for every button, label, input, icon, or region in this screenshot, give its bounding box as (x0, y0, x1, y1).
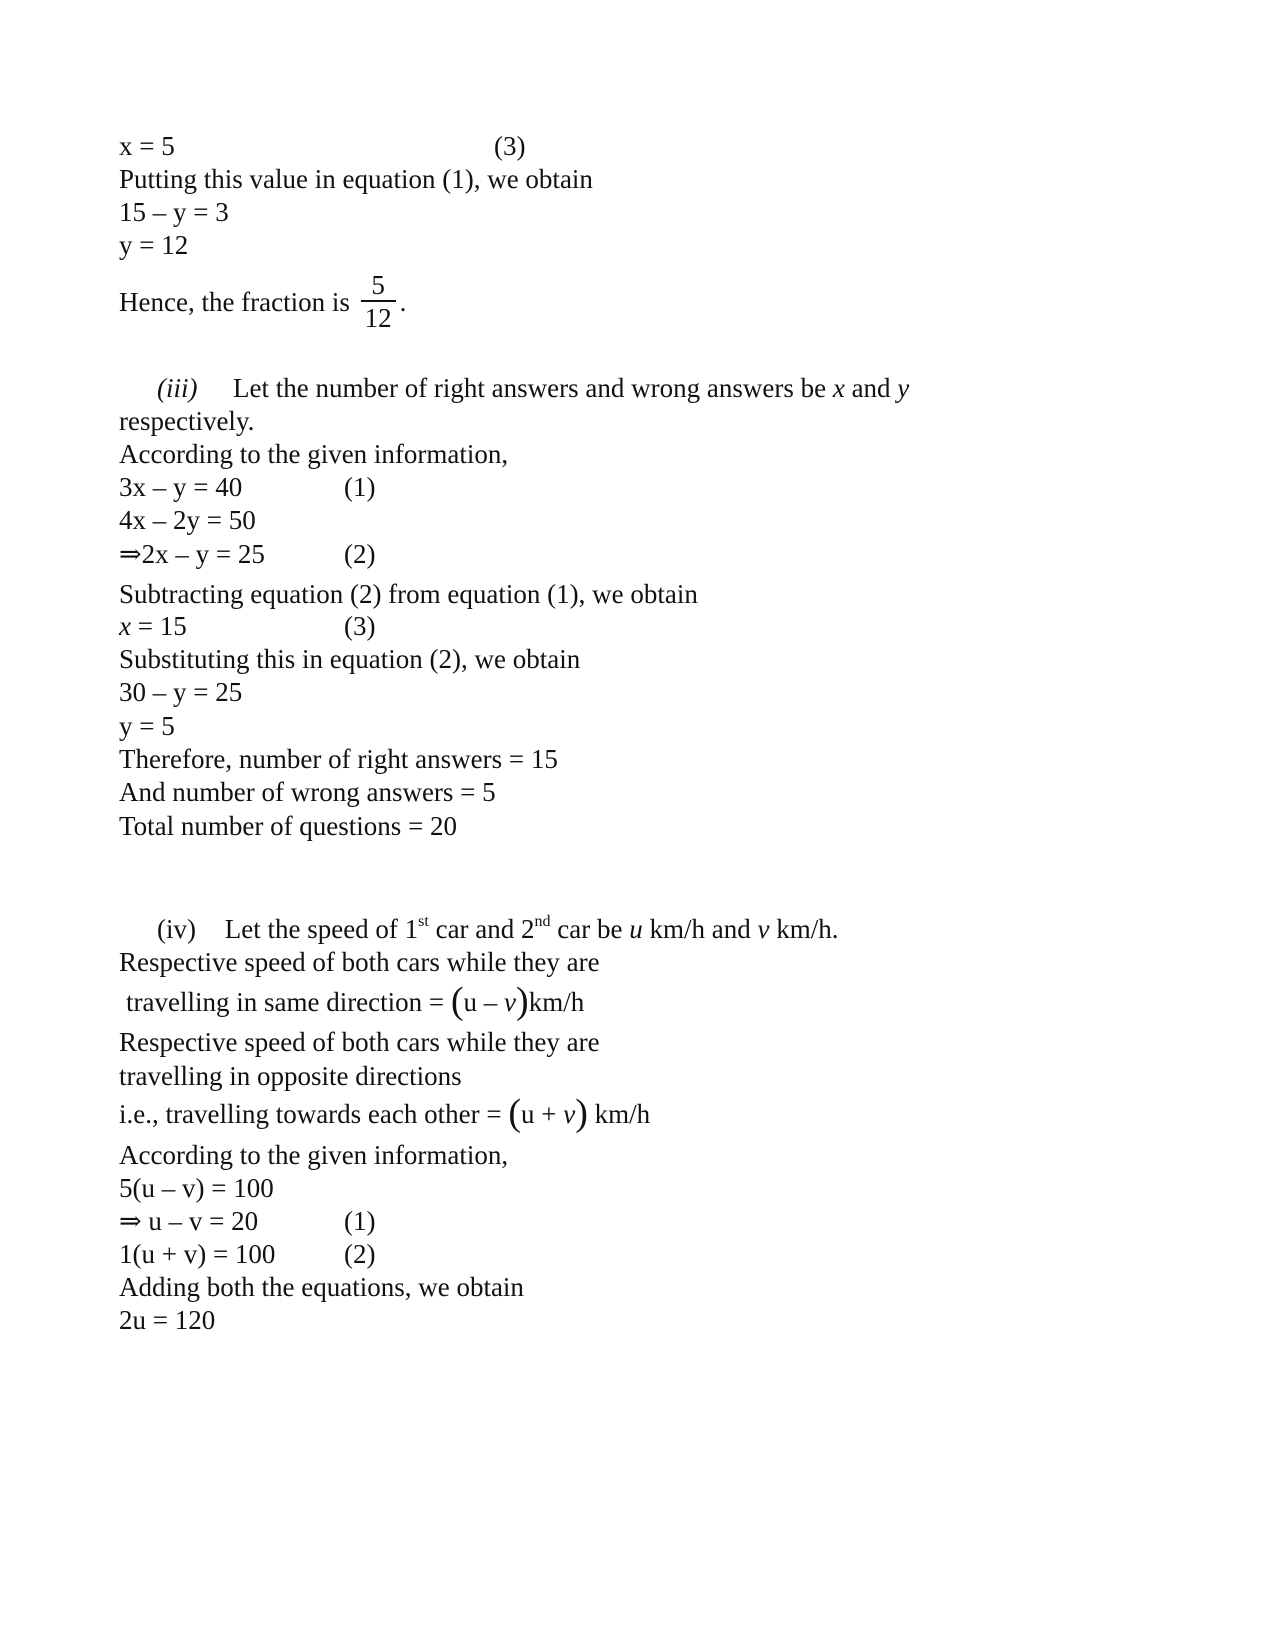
part-label: (iv) (157, 914, 196, 944)
and-word: and (851, 373, 891, 403)
expr: u – (463, 987, 505, 1017)
fraction (361, 270, 396, 334)
equation-line (119, 610, 187, 642)
period: . (399, 287, 407, 317)
equation-line: y = 12 (119, 230, 189, 260)
superscript: st (418, 913, 429, 930)
equation-rest: = 15 (130, 611, 187, 641)
intro-text: km/h. (769, 914, 839, 944)
equation-line: 2u = 120 (119, 1305, 216, 1335)
text-line: Substituting this in equation (2), we obtain (119, 644, 581, 674)
open-paren: ( (508, 1092, 521, 1134)
text-line: Subtracting equation (2) from equation (1), we obtain (119, 579, 698, 609)
text: i.e., travelling towards each other = (119, 1099, 509, 1129)
equation-tag: (3) (494, 131, 526, 161)
part-iii-intro (157, 372, 909, 404)
text-line: travelling in opposite directions (119, 1061, 462, 1091)
intro-text: car and 2 (428, 914, 535, 944)
equation-line: 4x – 2y = 50 (119, 505, 256, 535)
intro-text: Let the speed of 1 (224, 914, 419, 944)
variable-x: x (119, 611, 131, 641)
variable-v: v (504, 987, 517, 1017)
equation-line: y = 5 (119, 711, 175, 741)
result-line: Total number of questions = 20 (119, 811, 458, 841)
text-line: respectively. (119, 406, 255, 436)
equation-line: ⇒ u – v = 20 (119, 1206, 259, 1236)
text: travelling in same direction = (126, 987, 451, 1017)
variable-v: v (757, 914, 770, 944)
variable-u: u (629, 914, 643, 944)
part-iv-intro (157, 913, 839, 950)
text-line: Respective speed of both cars while they are (119, 947, 600, 977)
equation-line: 15 – y = 3 (119, 197, 229, 227)
equation-tag: (1) (344, 472, 376, 502)
variable-y: y (897, 373, 910, 403)
equation-line: 30 – y = 25 (119, 677, 243, 707)
close-paren: ) (516, 980, 529, 1022)
speed-same-direction (126, 980, 585, 1022)
intro-text: km/h and (642, 914, 758, 944)
equation-line: 5(u – v) = 100 (119, 1173, 274, 1203)
part-label: (iii) (157, 373, 198, 403)
variable-v: v (563, 1099, 576, 1129)
expr: u + (521, 1099, 564, 1129)
text-line: Putting this value in equation (1), we obtain (119, 164, 593, 194)
superscript: nd (534, 913, 551, 930)
unit: km/h (528, 987, 585, 1017)
close-paren: ) (575, 1092, 588, 1134)
equation-tag: (1) (344, 1206, 376, 1236)
fraction-sentence (119, 269, 407, 337)
intro-text: Let the number of right answers and wrong answers be (233, 373, 827, 403)
fraction-denominator: 12 (364, 302, 392, 333)
unit: km/h (587, 1099, 651, 1129)
fraction-numerator: 5 (371, 269, 385, 300)
text-line: According to the given information, (119, 1140, 509, 1170)
equation-tag: (2) (344, 1239, 376, 1269)
text-line: According to the given information, (119, 439, 509, 469)
equation-line: ⇒2x – y = 25 (119, 539, 265, 569)
text-line: Adding both the equations, we obtain (119, 1272, 524, 1302)
variable-x: x (832, 373, 845, 403)
intro-text: car be (550, 914, 630, 944)
open-paren: ( (450, 980, 464, 1022)
speed-opposite-direction (119, 1092, 651, 1134)
equation-tag: (2) (344, 539, 376, 569)
equation-line: 3x – y = 40 (119, 472, 243, 502)
result-line: And number of wrong answers = 5 (119, 777, 496, 807)
text-line: Respective speed of both cars while they are (119, 1027, 600, 1057)
equation-line: 1(u + v) = 100 (119, 1239, 276, 1269)
fraction-intro: Hence, the fraction is (119, 287, 350, 317)
result-line: Therefore, number of right answers = 15 (119, 744, 558, 774)
equation-line: x = 5 (119, 131, 175, 161)
equation-tag: (3) (344, 611, 376, 641)
